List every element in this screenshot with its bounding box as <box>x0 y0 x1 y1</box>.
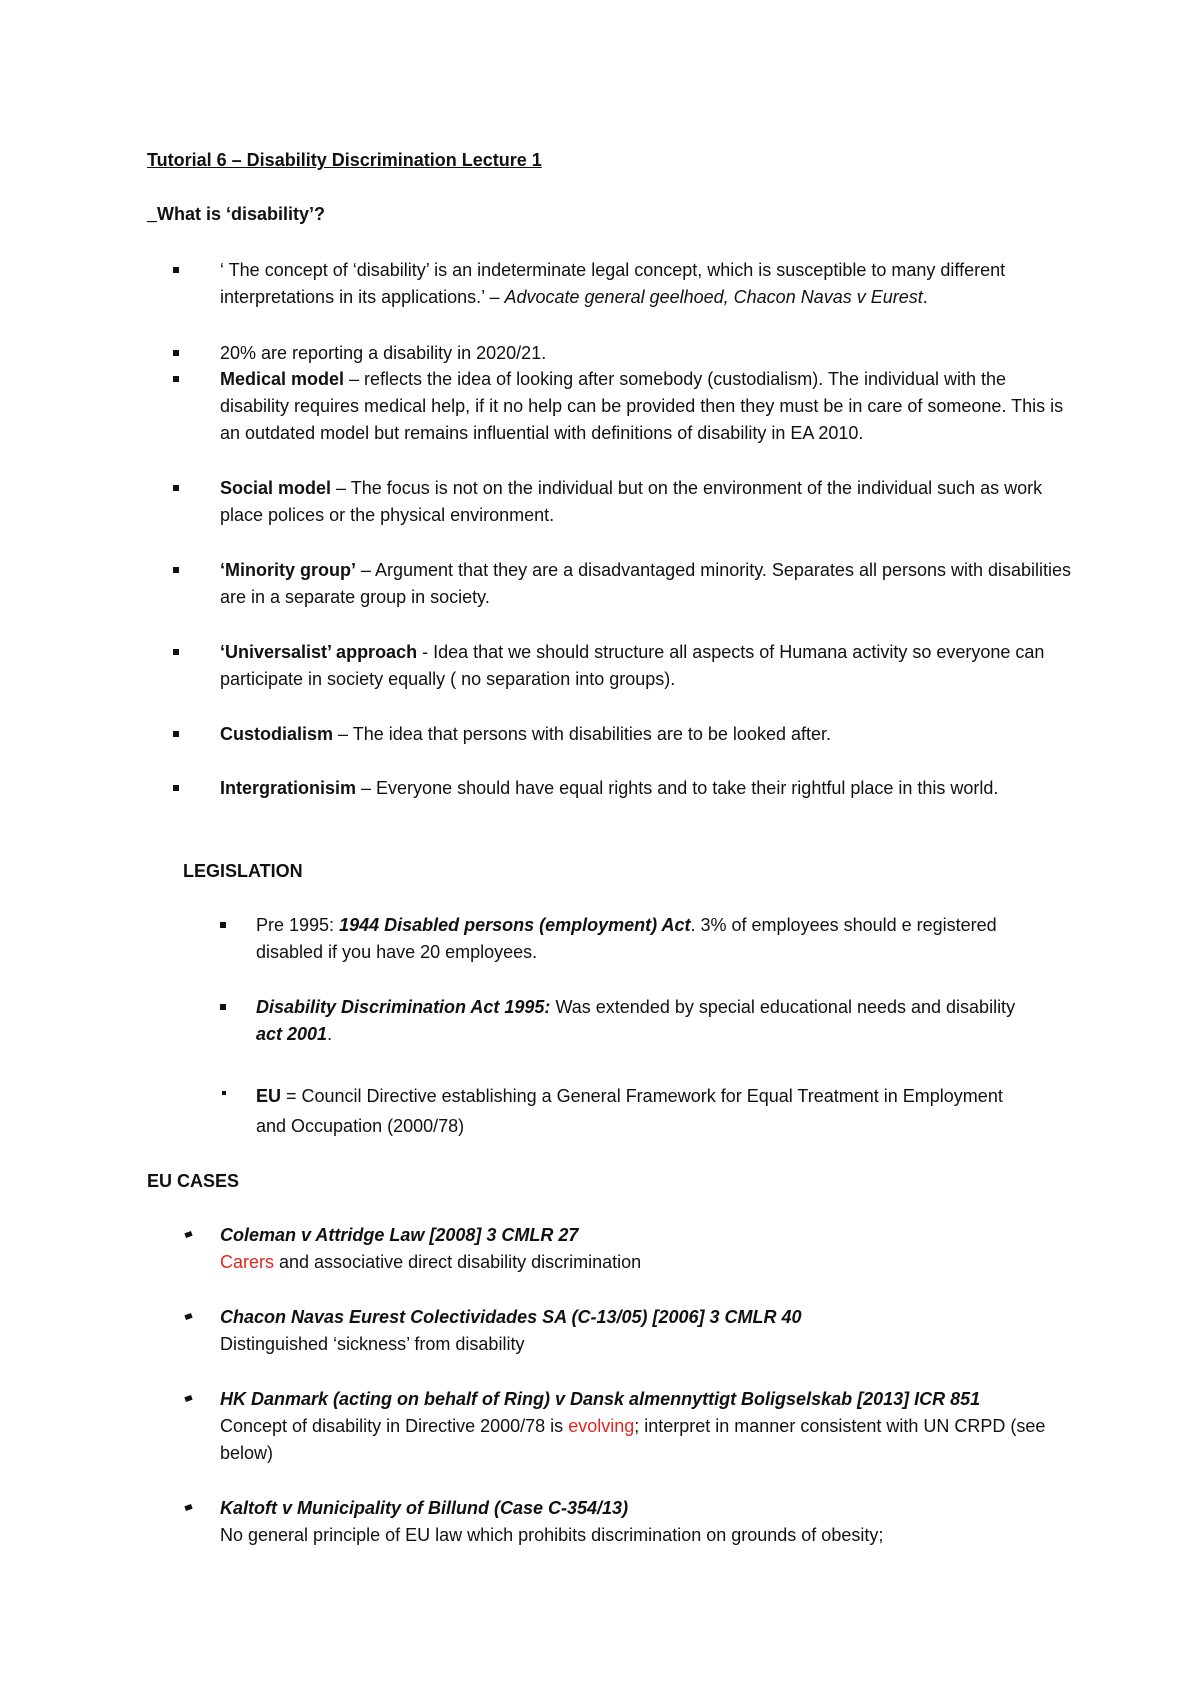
case-note: Distinguished ‘sickness’ from disability <box>220 1334 525 1354</box>
act-name: Disability Discrimination Act 1995: <box>256 997 551 1017</box>
bullet-icon <box>173 731 179 737</box>
case-name: Chacon Navas Eurest Colectividades SA (C-13/05) [2006] 3 CMLR 40 <box>220 1307 802 1327</box>
subtitle-text: What is ‘disability’? <box>157 204 326 224</box>
bullet-icon <box>173 267 179 273</box>
case-highlight: evolving <box>568 1416 635 1436</box>
eu-cases-heading: EU CASES <box>147 1171 240 1191</box>
list-item-medical-model <box>220 366 1080 447</box>
page-title: Tutorial 6 – Disability Discrimination Lecture 1 <box>147 150 542 170</box>
term-description: – The focus is not on the individual but on the environment of the individual such as work place polices or the physical environment. <box>220 478 1043 525</box>
list-item-quote <box>220 257 1080 311</box>
bullet-icon <box>184 1231 192 1238</box>
quote-source: Advocate general geelhoed, Chacon Navas v Eurest <box>504 287 923 307</box>
bullet-icon <box>173 567 179 573</box>
case-note-before: Concept of disability in Directive 2000/78 is <box>220 1416 569 1436</box>
term-label: Custodialism <box>220 724 334 744</box>
case-name: Coleman v Attridge Law [2008] 3 CMLR 27 <box>220 1225 579 1245</box>
term-description: – Argument that they are a disadvantaged minority. Separates all persons with disabilities are in a separate group in society. <box>220 560 1072 607</box>
bullet-icon <box>184 1504 192 1511</box>
bullet-icon <box>184 1395 192 1402</box>
bullet-icon <box>184 1313 192 1320</box>
legislation-item <box>256 1081 1016 1141</box>
term-description: – reflects the idea of looking after somebody (custodialism). The individual with the disability requires medical help, if it no help can be provided then they must be in care of someone. This is an outdated model but remains influential with definitions of disability in EA 2010. <box>220 369 1064 443</box>
case-name: Kaltoft v Municipality of Billund (Case C-354/13) <box>220 1498 629 1518</box>
case-note-text: ; interpret in manner consistent with UN CRPD (see below) <box>220 1416 1046 1463</box>
bullet-icon <box>173 649 179 655</box>
act-name-2: act 2001 <box>256 1024 328 1044</box>
case-item <box>220 1386 1080 1467</box>
term-label: Social model <box>220 478 332 498</box>
case-item <box>220 1495 1080 1549</box>
bullet-icon <box>173 350 179 356</box>
term-label: Intergrationisim <box>220 778 357 798</box>
case-note-text: and associative direct disability discrimination <box>274 1252 642 1272</box>
quote-end: . <box>922 287 928 307</box>
bullet-icon <box>222 1091 226 1095</box>
section-heading-what-is-disability <box>147 201 325 228</box>
term-description: - Idea that we should structure all aspects of Humana activity so everyone can participate in society equally ( no separation into groups). <box>220 642 1045 689</box>
bullet-icon <box>173 376 179 382</box>
list-item-integrationism <box>220 775 1080 802</box>
case-highlight: Carers <box>220 1252 275 1272</box>
case-item <box>220 1222 1080 1276</box>
bullet-icon <box>173 785 179 791</box>
legislation-prefix: Pre 1995: <box>256 915 340 935</box>
legislation-heading: LEGISLATION <box>183 861 303 881</box>
legislation-text: Was extended by special educational needs and disability <box>550 997 1016 1017</box>
case-item <box>220 1304 1080 1358</box>
legislation-text: . 3% of employees should e registered disabled if you have 20 employees. <box>256 915 997 962</box>
bullet-icon <box>220 922 226 928</box>
subtitle-prefix: _ <box>147 204 158 224</box>
quote-text: ‘ The concept of ‘disability’ is an indeterminate legal concept, which is susceptible to many different interpretations in its applications.’ – <box>220 260 1006 307</box>
term-label: ‘Universalist’ approach <box>220 642 418 662</box>
legislation-text: = Council Directive establishing a General Framework for Equal Treatment in Employment and Occupation (2000/78) <box>256 1086 1003 1136</box>
legislation-item <box>256 994 1016 1048</box>
term-description: – The idea that persons with disabilities are to be looked after. <box>333 724 832 744</box>
legislation-item <box>256 912 1016 966</box>
list-item-universalist <box>220 639 1080 693</box>
list-item-statistic: 20% are reporting a disability in 2020/21. <box>220 343 547 363</box>
legislation-end: . <box>327 1024 333 1044</box>
case-note <box>220 1413 1080 1467</box>
bullet-icon <box>173 485 179 491</box>
act-name: 1944 Disabled persons (employment) Act <box>339 915 691 935</box>
list-item-custodialism <box>220 721 1080 748</box>
list-item-minority-group <box>220 557 1080 611</box>
term-description: – Everyone should have equal rights and to take their rightful place in this world. <box>356 778 999 798</box>
term-label: Medical model <box>220 369 345 389</box>
bullet-icon <box>220 1004 226 1010</box>
term-label: ‘Minority group’ <box>220 560 356 580</box>
list-item-social-model <box>220 475 1080 529</box>
case-note: No general principle of EU law which prohibits discrimination on grounds of obesity; <box>220 1525 884 1545</box>
case-note <box>220 1249 1080 1276</box>
case-name: HK Danmark (acting on behalf of Ring) v Dansk almennyttigt Boligselskab [2013] ICR 851 <box>220 1389 981 1409</box>
legislation-prefix: EU <box>256 1086 282 1106</box>
